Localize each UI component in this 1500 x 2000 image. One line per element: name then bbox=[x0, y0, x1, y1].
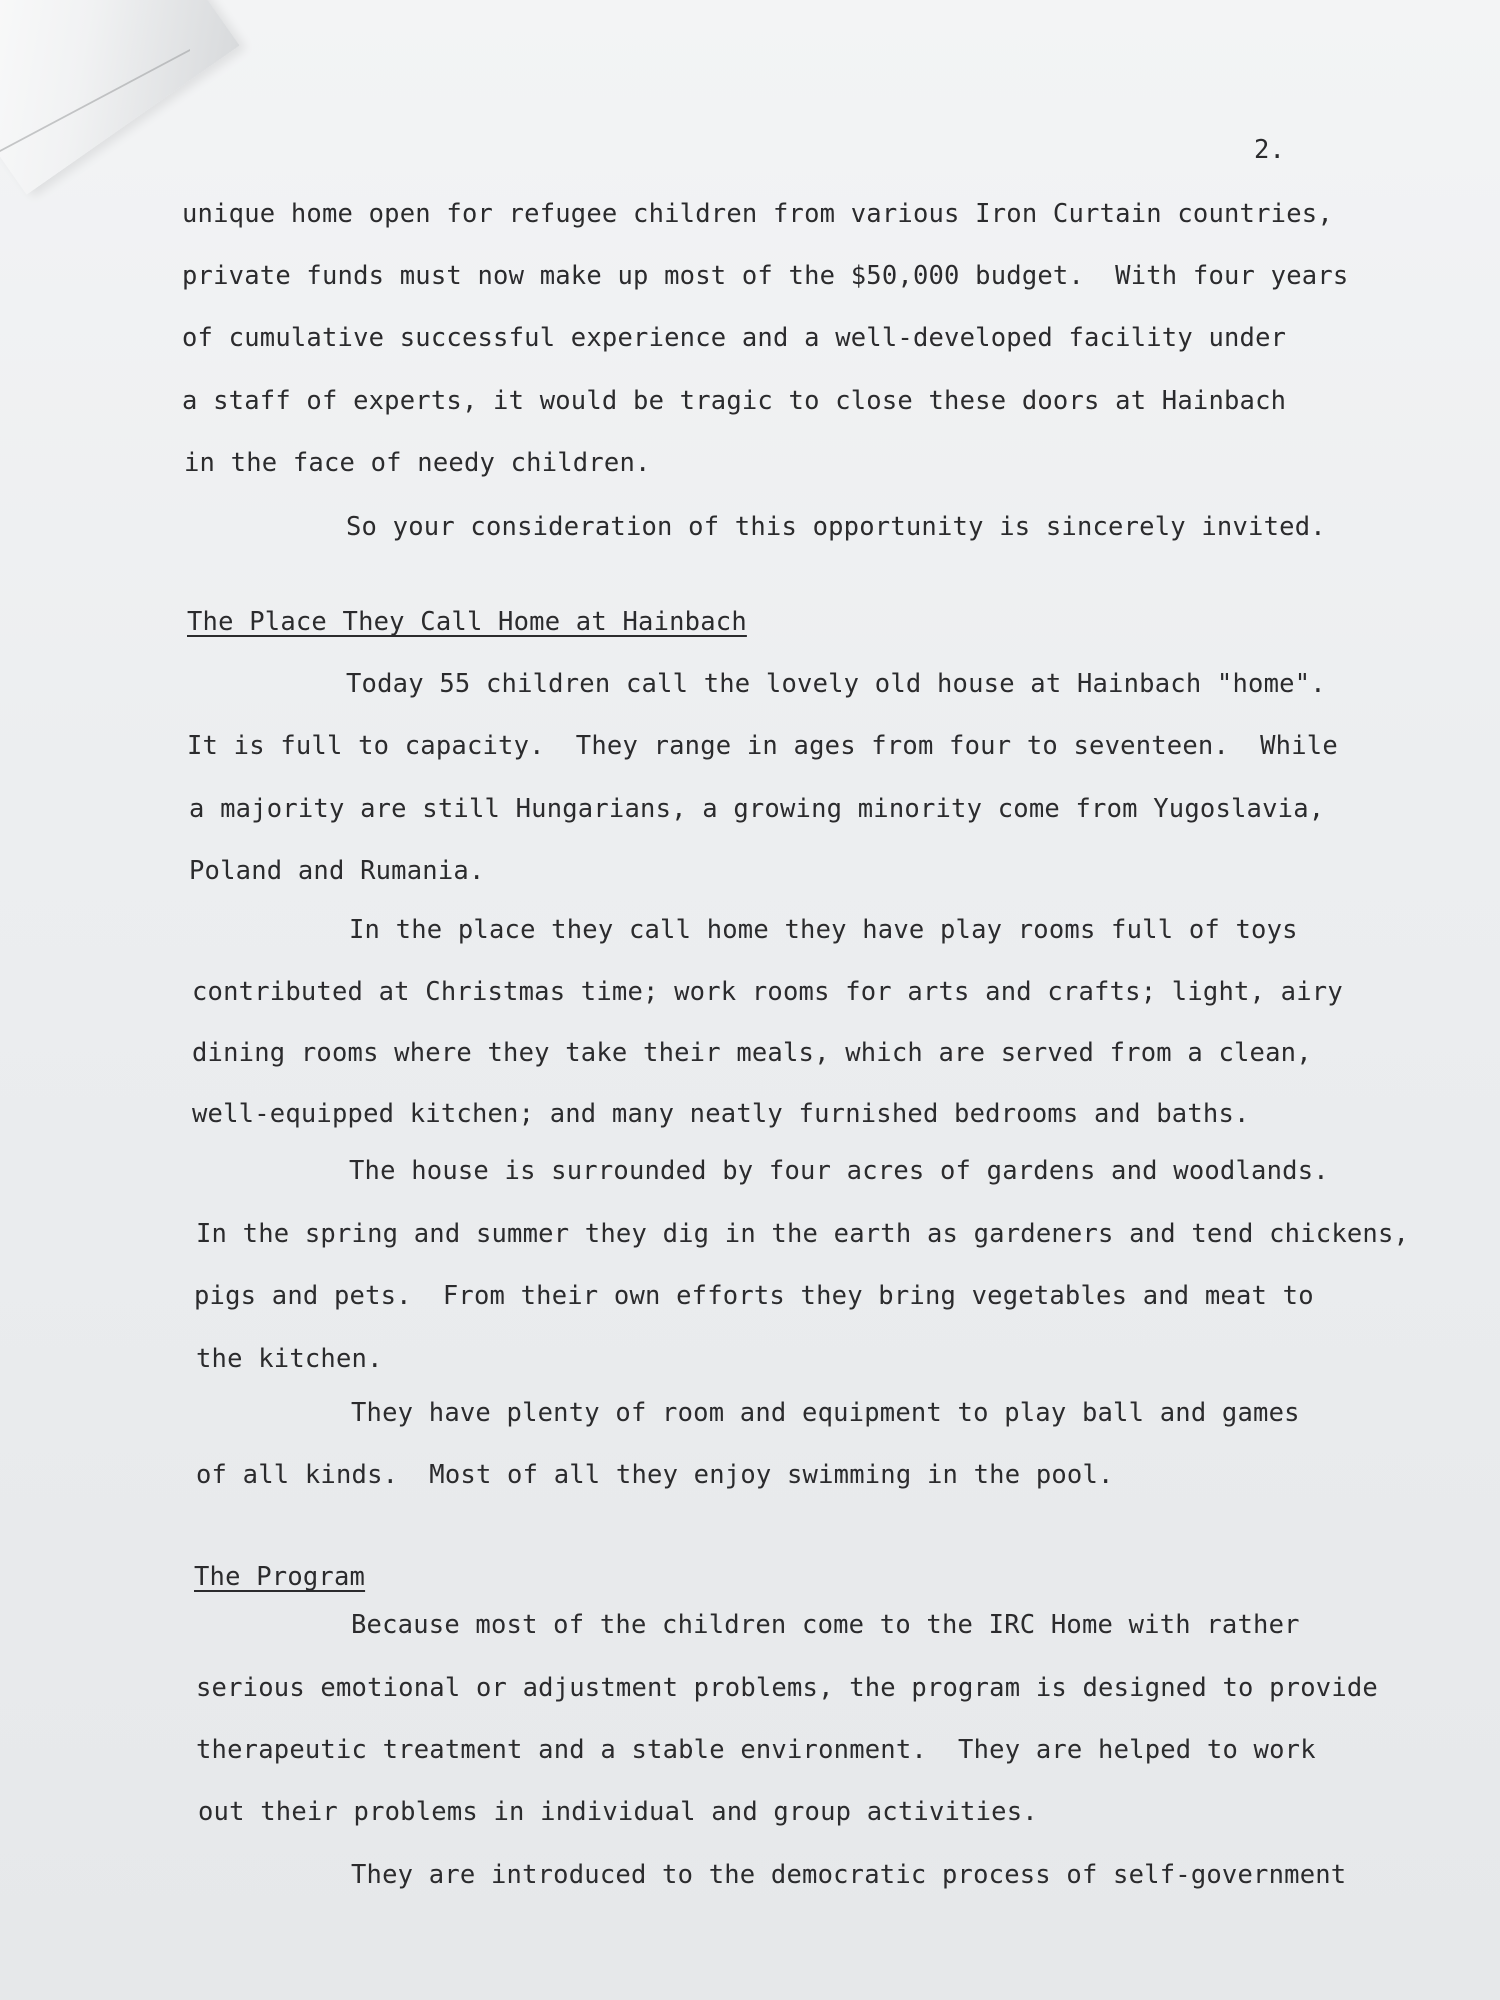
text-line: therapeutic treatment and a stable environment. They are helped to work bbox=[196, 1735, 1316, 1765]
text-line: Because most of the children come to the IRC Home with rather bbox=[351, 1610, 1300, 1640]
text-line: In the spring and summer they dig in the earth as gardeners and tend chickens, bbox=[196, 1219, 1410, 1249]
text-line: serious emotional or adjustment problems, the program is designed to provide bbox=[196, 1673, 1378, 1703]
text-line: out their problems in individual and group activities. bbox=[198, 1797, 1038, 1827]
text-line: in the face of needy children. bbox=[184, 448, 651, 478]
text-line: So your consideration of this opportunity is sincerely invited. bbox=[346, 512, 1326, 542]
text-line: the kitchen. bbox=[196, 1344, 383, 1374]
text-line: private funds must now make up most of the $50,000 budget. With four years bbox=[182, 261, 1349, 291]
text-line: The house is surrounded by four acres of gardens and woodlands. bbox=[349, 1156, 1329, 1186]
text-line: unique home open for refugee children from various Iron Curtain countries, bbox=[182, 199, 1333, 229]
text-line: It is full to capacity. They range in ages from four to seventeen. While bbox=[187, 731, 1338, 761]
section-heading: The Program bbox=[194, 1562, 366, 1592]
text-line: of all kinds. Most of all they enjoy swimming in the pool. bbox=[196, 1460, 1114, 1490]
page-number: 2. bbox=[1254, 135, 1286, 165]
text-line: contributed at Christmas time; work rooms for arts and crafts; light, airy bbox=[192, 977, 1343, 1007]
text-line: well-equipped kitchen; and many neatly furnished bedrooms and baths. bbox=[192, 1099, 1250, 1129]
section-heading: The Place They Call Home at Hainbach bbox=[187, 607, 747, 637]
text-line: dining rooms where they take their meals, which are served from a clean, bbox=[192, 1038, 1312, 1068]
text-line: They have plenty of room and equipment to play ball and games bbox=[351, 1398, 1300, 1428]
text-line: a staff of experts, it would be tragic to close these doors at Hainbach bbox=[182, 386, 1287, 416]
text-line: Today 55 children call the lovely old house at Hainbach "home". bbox=[346, 669, 1326, 699]
text-line: of cumulative successful experience and a well-developed facility under bbox=[182, 323, 1287, 353]
text-line: Poland and Rumania. bbox=[189, 856, 485, 886]
text-line: They are introduced to the democratic process of self-government bbox=[351, 1860, 1347, 1890]
text-line: pigs and pets. From their own efforts they bring vegetables and meat to bbox=[194, 1281, 1314, 1311]
text-line: In the place they call home they have play rooms full of toys bbox=[349, 915, 1298, 945]
text-line: a majority are still Hungarians, a growing minority come from Yugoslavia, bbox=[189, 794, 1325, 824]
